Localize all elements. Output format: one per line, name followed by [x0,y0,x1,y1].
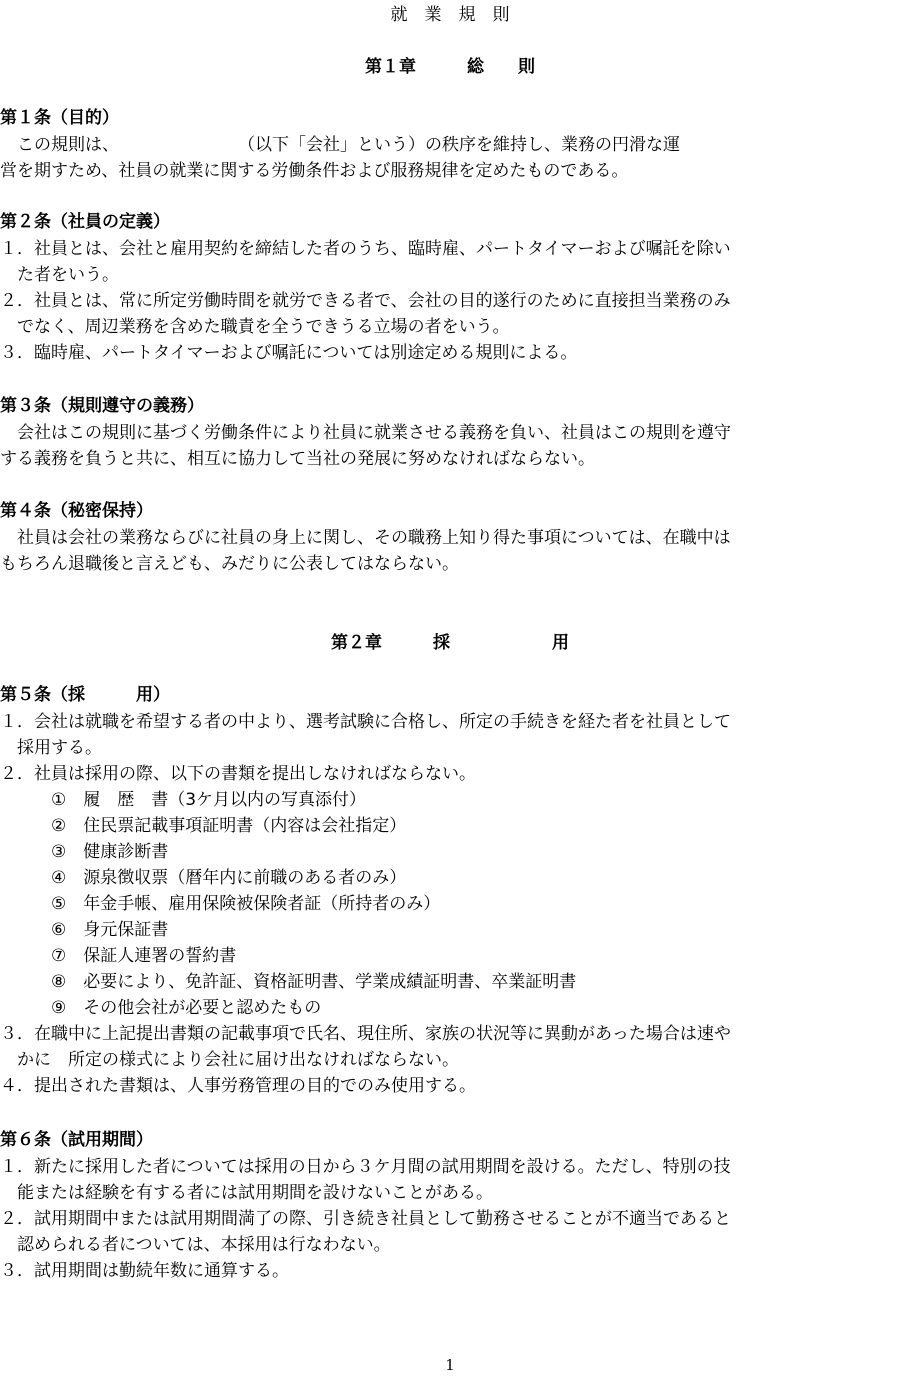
article-1-line-1: この規則は、 （以下「会社」という）の秩序を維持し、業務の円滑な運 [0,135,680,155]
article-3-line-1: 会社はこの規則に基づく労働条件により社員に就業させる義務を負い、社員はこの規則を遵守 [0,423,731,443]
article-2-line-1: １．社員とは、会社と雇用契約を締結した者のうち、臨時雇、パートタイマーおよび嘱託を除い [0,239,731,259]
article-1-heading: 第１条（目的） [0,108,119,128]
article-5-line-15: ４．提出された書類は、人事労務管理の目的でのみ使用する。 [0,1076,476,1096]
list-item: ④ 源泉徴収票（暦年内に前職のある者のみ） [0,868,407,888]
article-6-line-5: ３．試用期間は勤続年数に通算する。 [0,1261,289,1281]
article-5-line-14: かに 所定の様式により会社に届け出なければならない。 [0,1050,459,1070]
list-item: ⑧ 必要により、免許証、資格証明書、学業成績証明書、卒業証明書 [0,972,577,992]
list-item: ① 履 歴 書（3ケ月以内の写真添付） [0,790,367,810]
article-2-line-5: ３．臨時雇、パートタイマーおよび嘱託については別途定める規則による。 [0,343,578,363]
article-4-line-2: もちろん退職後と言えども、みだりに公表してはならない。 [0,554,459,574]
article-2-line-2: た者をいう。 [0,265,119,285]
page-number: 1 [445,1356,455,1374]
article-3-line-2: する義務を負うと共に、相互に協力して当社の発展に努めなければならない。 [0,449,595,469]
article-5-line-2: 採用する。 [0,738,102,758]
article-5-heading: 第５条（採 用） [0,685,170,705]
article-6-line-4: 認められる者については、本採用は行なわない。 [0,1235,391,1255]
article-2-line-3: ２．社員とは、常に所定労働時間を就労できる者で、会社の目的遂行のために直接担当業務のみ [0,291,731,311]
article-2-heading: 第２条（社員の定義） [0,212,170,232]
article-5-line-13: ３．在職中に上記提出書類の記載事項で氏名、現住所、家族の状況等に異動があった場合は速や [0,1024,731,1044]
article-6-line-1: １．新たに採用した者については採用の日から３ケ月間の試用期間を設ける。ただし、特別の技 [0,1157,731,1177]
chapter-2-heading: 第２章 採 用 [331,633,569,653]
article-1-line-2: 営を期すため、社員の就業に関する労働条件および服務規律を定めたものである。 [0,161,629,181]
list-item: ③ 健康診断書 [0,842,169,862]
chapter-1-heading: 第１章 総 則 [365,57,535,77]
article-5-line-1: １．会社は就職を希望する者の中より、選考試験に合格し、所定の手続きを経た者を社員として [0,712,731,732]
article-6-line-2: 能または経験を有する者には試用期間を設けないことがある。 [0,1183,493,1203]
article-6-line-3: ２．試用期間中または試用期間満了の際、引き続き社員として勤務させることが不適当であると [0,1209,731,1229]
article-4-line-1: 社員は会社の業務ならびに社員の身上に関し、その職務上知り得た事項については、在職中は [0,528,731,548]
list-item: ② 住民票記載事項証明書（内容は会社指定） [0,816,407,836]
list-item: ⑨ その他会社が必要と認めたもの [0,998,322,1018]
list-item: ⑦ 保証人連署の誓約書 [0,946,237,966]
document-title: 就 業 規 則 [390,5,510,25]
article-3-heading: 第３条（規則遵守の義務） [0,396,204,416]
article-4-heading: 第４条（秘密保持） [0,501,153,521]
article-5-line-3: ２．社員は採用の際、以下の書類を提出しなければならない。 [0,764,476,784]
list-item: ⑥ 身元保証書 [0,920,169,940]
list-item: ⑤ 年金手帳、雇用保険被保険者証（所持者のみ） [0,894,441,914]
article-6-heading: 第６条（試用期間） [0,1130,153,1150]
article-2-line-4: でなく、周辺業務を含めた職責を全うできうる立場の者をいう。 [0,317,510,337]
